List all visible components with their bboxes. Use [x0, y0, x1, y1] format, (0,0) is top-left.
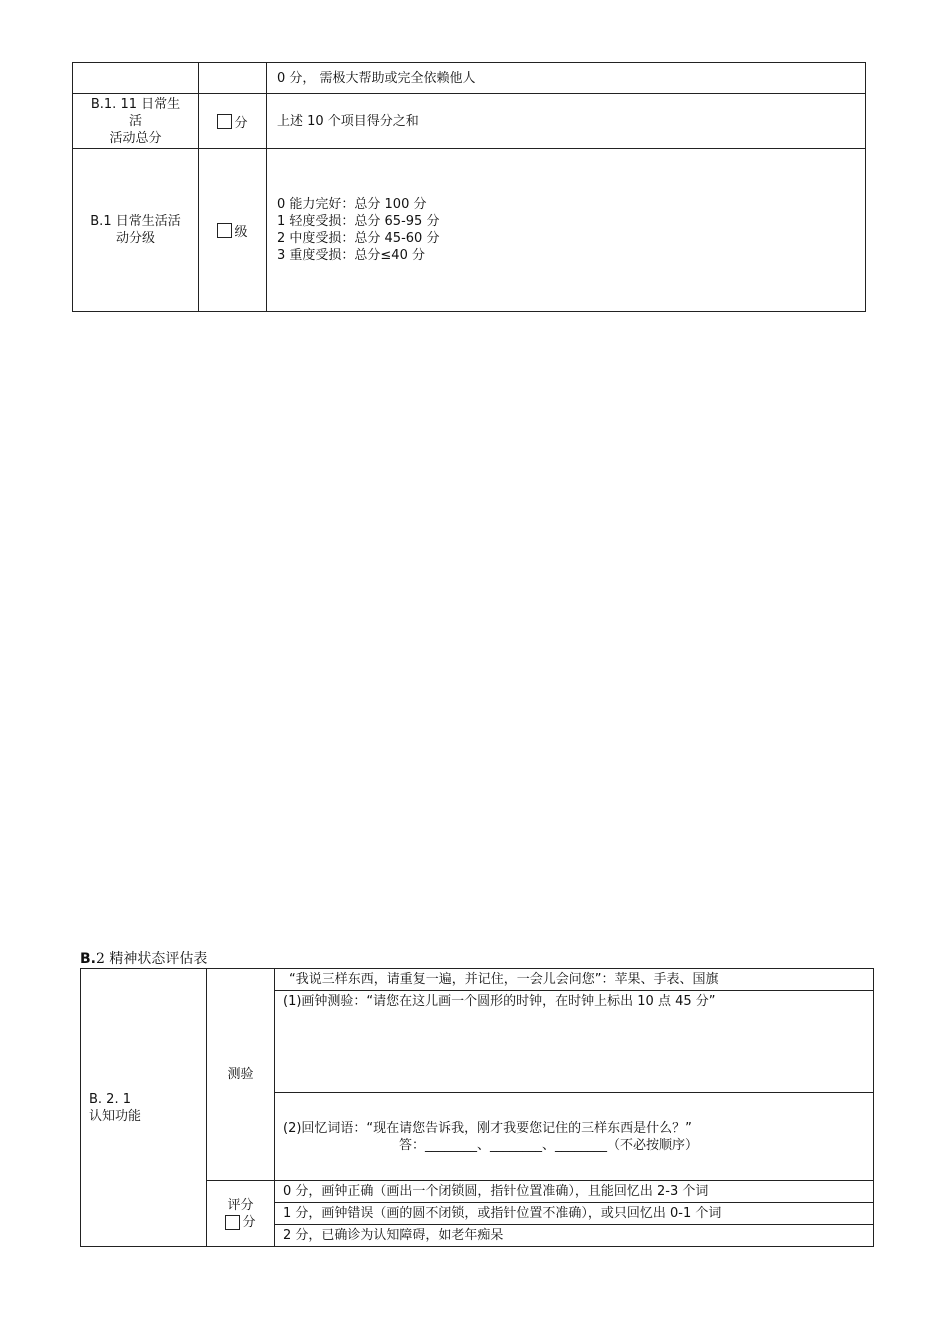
- total-score-label-line1: B.1. 11 日常生: [90, 96, 181, 112]
- grade-label-line1: B.1 日常生活活: [90, 214, 181, 229]
- cognitive-label-line2: 认知功能: [89, 1108, 142, 1124]
- grade-item: 2 中度受损：总分 45-60 分: [277, 231, 440, 246]
- section-heading-prefix: B.: [80, 951, 96, 967]
- grade-unit: 级: [234, 224, 248, 240]
- cognitive-function-label: [81, 969, 207, 1247]
- total-score-label-line3: 活动总分: [109, 130, 162, 146]
- section-heading-text: 2 精神状态评估表: [96, 951, 208, 967]
- mental-status-table: [80, 968, 874, 1247]
- total-score-label-line2: 活: [128, 113, 142, 129]
- recall-test-cell: [275, 1093, 874, 1181]
- score-option: 2 分，已确诊为认知障碍，如老年痴呆: [275, 1225, 874, 1247]
- adl-table: [72, 62, 866, 312]
- grade-label-line2: 动分级: [115, 231, 155, 246]
- clock-test-text: (1)画钟测验：“请您在这儿画一个圆形的时钟，在时钟上标出 10 点 45 分”: [275, 991, 874, 1093]
- total-score-label: [73, 94, 199, 149]
- grade-item: 1 轻度受损：总分 65-95 分: [277, 214, 440, 229]
- grade-item: 0 能力完好：总分 100 分: [277, 197, 427, 212]
- empty-label-cell: [73, 63, 199, 94]
- score-field: [225, 1215, 255, 1230]
- row1-description: 0 分， 需极大帮助或完全依赖他人: [267, 63, 866, 94]
- score-option: 0 分，画钟正确（画出一个闭锁圆，指针位置准确），且能回忆出 2-3 个词: [275, 1181, 874, 1203]
- recall-test-text: (2)回忆词语：“现在请您告诉我，刚才我要您记住的三样东西是什么？”: [283, 1120, 692, 1136]
- grade-item: 3 重度受损：总分≤40 分: [277, 248, 425, 263]
- section-heading: [80, 948, 207, 968]
- grade-list: [267, 149, 866, 312]
- score-label: 评分: [227, 1197, 254, 1213]
- total-score-field: [199, 94, 267, 149]
- total-score-checkbox[interactable]: [217, 114, 232, 129]
- cognitive-label-line1: B. 2. 1: [89, 1091, 131, 1107]
- empty-score-cell: [199, 63, 267, 94]
- instruction-text: “我说三样东西，请重复一遍，并记住，一会儿会问您”：苹果、手表、国旗: [275, 969, 874, 991]
- score-cell: [207, 1181, 275, 1247]
- score-checkbox[interactable]: [225, 1215, 240, 1230]
- total-score-description: 上述 10 个项目得分之和: [267, 94, 866, 149]
- total-score-unit: 分: [234, 115, 248, 131]
- score-unit: 分: [242, 1214, 256, 1230]
- grade-label: [73, 149, 199, 312]
- grade-checkbox[interactable]: [217, 223, 232, 238]
- score-option: 1 分，画钟错误（画的圆不闭锁，或指针位置不准确），或只回忆出 0-1 个词: [275, 1203, 874, 1225]
- test-label: 测验: [207, 969, 275, 1181]
- grade-field: [199, 149, 267, 312]
- answer-line: 答：________、________、________（不必按顺序）: [399, 1137, 699, 1153]
